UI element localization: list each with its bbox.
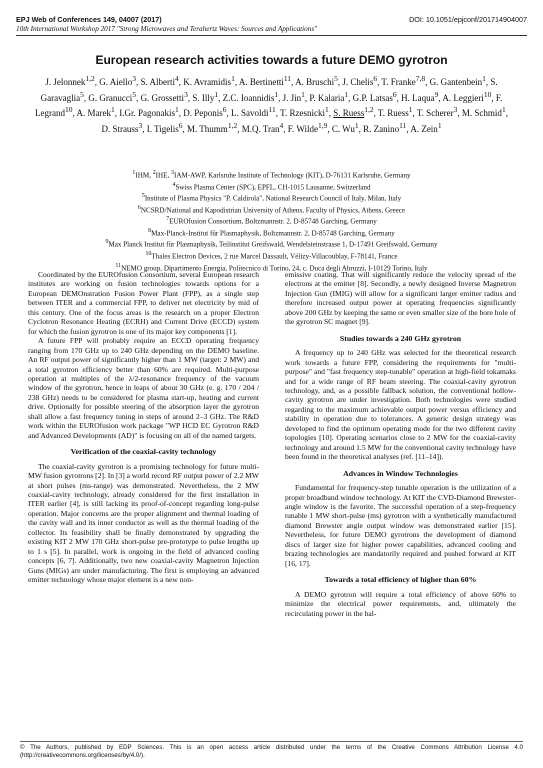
footer-divider bbox=[20, 741, 523, 742]
conference-name: 10th International Workshop 2017 "Strong Microwaves and Terahertz Waves: Sources and Applications" bbox=[16, 25, 318, 33]
paragraph: The coaxial-cavity gyrotron is a promising technology for future multi-MW fusion gyrotrons [2]. In [3] a world record RF output power of 2.2 MW at short pulses (ms-range) was demonstrated. Nevertheless, the 2 MW coaxial-cavity technology, already considered for the first installation in ITER earlier [4], is still lacking its proof-of-concept regarding long-pulse operation. Major concerns are the proper alignment and thermal loading of the cavity wall and its inner conductor as well as the thermal loading of the collector. Its feasibility shall be finally demonstrated by upgrading the existing KIT 2 MW 170 GHz short-pulse pre-prototype to pulse lengths up to 1 s [5]. In parallel, work is ongoing in the field of advanced cooling concepts [6, 7]. Additionally, two new coaxial-cavity Magnetron Injection Guns (MIGs) are under manufacturing. The first is employing an advanced emitter technology whose major element is a new non- bbox=[28, 461, 259, 585]
section-heading: Studies towards a 240 GHz gyrotron bbox=[339, 333, 462, 343]
paper-title: European research activities towards a future DEMO gyrotron bbox=[95, 53, 448, 67]
affiliation: $^7$EUROfusion Consortium, Boltzmannstr. 2, D-85748 Garching, Germany bbox=[166, 216, 377, 226]
running-header bbox=[16, 15, 527, 24]
doi-link[interactable]: DOI: 10.1051/epjconf/201714904007 bbox=[409, 15, 527, 24]
affiliation: $^4$Swiss Plasma Center (SPC), EPFL, CH-1015 Lausanne, Switzerland bbox=[172, 181, 371, 191]
paragraph: Coordinated by the EUROfusion Consortium, several European research institutes are working on fusion technologies towards options for a European DEMOnstration Fusion Power Plant (FPP), as a single step between ITER and a commercial FPP, to deliver net electricity by mid of this century. One of the focus areas is the research on a proper Electron Cyclotron Resonance Heating (ECRH) and Current Drive (ECCD) system for which the fusion gyrotron is one of its major key components [1]. bbox=[28, 270, 259, 336]
affiliation-list bbox=[20, 169, 523, 273]
section-heading: Verification of the coaxial-cavity technology bbox=[70, 447, 217, 457]
paragraph: A future FPP will probably require an ECCD operating frequency ranging from 170 GHz up to 240 GHz depending on the DEMO baseline. An RF output power of significantly higher than 1 MW (target: 2 MW) and a total gyrotron efficiency better than 60% are required. Multi-purpose operation at multiples of the λ/2-resonance frequency of the vacuum window of the gyrotron, hence in leaps of about 30 GHz (e. g. 170 / 204 / 238 GHz) needs to be considered for plasma start-up, heating and current drive. Optionally for possible steering of the absorption layer the gyrotron shall allow a fast frequency tuning in steps of around 2–3 GHz. The R&D work within the EUROfusion work package "WP HCD EC Gyrotron R&D and Advanced Developments (AD)" is focusing on all of the named targets. bbox=[28, 336, 259, 440]
paragraph: emissive coating. That will significantly reduce the velocity spread of the electrons at the emitter [8]. Secondly, a newly designed Inverse Magnetron Injection Gun (IMIG) will allow for a significant larger emitter radius and therefore increased output power at operating frequencies significantly above 200 GHz by keeping the same or even smaller size of the bore hole of the gyrotron SC magnet [9]. bbox=[285, 270, 516, 327]
affiliation: $^9$Max Planck Institut für Plasmaphysik, Teilinstitut Greifswald, Wendelsteinstrasse 1, D-17491 Greifswald, Germany bbox=[105, 239, 438, 249]
affiliation: $^5$Institute of Plasma Physics "P. Caldirola", National Research Council of Italy, Milan, Italy bbox=[141, 193, 402, 203]
section-heading: Towards a total efficiency of higher than 60% bbox=[324, 575, 477, 585]
left-column bbox=[28, 270, 259, 585]
affiliation: $^1$IHM, $^2$IHE, $^3$IAM-AWP, Karlsruhe Institute of Technology (KIT), D-76131 Karlsruhe, Germany bbox=[132, 170, 411, 180]
paragraph: Fundamental for frequency-step tunable operation is the utilization of a proper broadband window technology. At KIT the CVD-Diamond Brewster-angle window is the favorite. The successful operation of a step-frequency tunable 1 MW short-pulse (ms) gyrotron with a synthetically manufactured diamond Brewster angle output window was demonstrated earlier [15]. Nevertheless, for future DEMO gyrotrons the development of diamond discs of larger size for higher power capabilities, advanced cooling and brazing technologies are mandatorily required and pushed forward at KIT [16, 17]. bbox=[285, 483, 516, 568]
affiliation: $^6$NCSRD/National and Kapodistrian University of Athens, Faculty of Physics, Athens, Greece bbox=[137, 204, 406, 215]
affiliation: $^{11}$NEMO group, Dipartimento Energia, Politecnico di Torino, 24, c. Duca degli Abruzzi, I-10129 Torino, Italy bbox=[115, 262, 428, 272]
paragraph: A DEMO gyrotron will require a total efficiency of above 60% to minimize the electrical power requirements, and, ultimately the recirculating power in the bal- bbox=[285, 589, 516, 618]
journal-citation: EPJ Web of Conferences 149, 04007 (2017) bbox=[16, 15, 162, 24]
license-footer: © The Authors, published by EDP Sciences. This is an open access article distributed under the terms of the Creative Commons Attribution License 4.0 (http://creativecommons.org/licenses/by/4.0/). bbox=[20, 744, 523, 759]
affiliation: $^{10}$Thales Electron Devices, 2 rue Marcel Dassault, Vélizy-Villacoublay, F-78141, France bbox=[145, 250, 398, 261]
affiliation: $^8$Max-Planck-Institut für Plasmaphysik, Boltzmannstr. 2, D-85748 Garching, Germany bbox=[148, 227, 395, 238]
section-heading: Advances in Window Technologies bbox=[343, 468, 458, 478]
paragraph: A frequency up to 240 GHz was selected for the theoretical research work towards a future FPP, considering the requirements for "multi-purpose" and "fast frequency step-tunable" operation at high-field tokamaks and for a wide range of RF beam steering. The coaxial-cavity gyrotron technology, and, as a possible fallback solution, the conventional hollow-cavity gyrotron are under investigation. Both technologies were studied regarding to the maximum achievable output power versus efficiency and stability in operation due to tolerances. A generic design strategy was developed to find the optimum operating mode for the two different cavity topologies [10]. Operating scenarios close to 2 MW for the coaxial-cavity technology and around 1.5 MW for the conventional cavity technology have been found in the theoretical analyses (ref. [11–14]). bbox=[285, 348, 516, 462]
header-divider bbox=[16, 35, 527, 36]
right-column bbox=[285, 270, 516, 618]
author-list: J. Jelonnek$^{1,2}$, G. Aiello$^3$, S. Alberti$^4$, K. Avramidis$^1$, A. Bertinetti$^{11}$, A. Bruschi$^5$, J. Chelis$^6$, T. Franke$^{7,8}$, G. Gantenbein$^1$, S. Garavaglia$^5$, G. Granucci$^5$, G. Grossetti$^3$, S. Illy$^1$, Z.C. Ioannidis$^1$, J. Jin$^1$, P. Kalaria$^1$, G.P. Latsas$^6$, H. Laqua$^9$, A. Leggieri$^{10}$, F. Legrand$^{10}$, A. Marek$^1$, I.Gr. Pagonakis$^1$, D. Peponis$^6$, L. Savoldi$^{11}$, T. Rzesnicki$^1$, S. Ruess$^{1,2}$, T. Ruess$^1$, T. Scherer$^3$, M. Schmid$^1$, D. Strauss$^3$, I. Tigelis$^6$, M. Thumm$^{1,2}$, M.Q. Tran$^4$, F. Wilde$^{1,9}$, C. Wu$^1$, R. Zanino$^{11}$, A. Zein$^1$ bbox=[35, 74, 508, 134]
